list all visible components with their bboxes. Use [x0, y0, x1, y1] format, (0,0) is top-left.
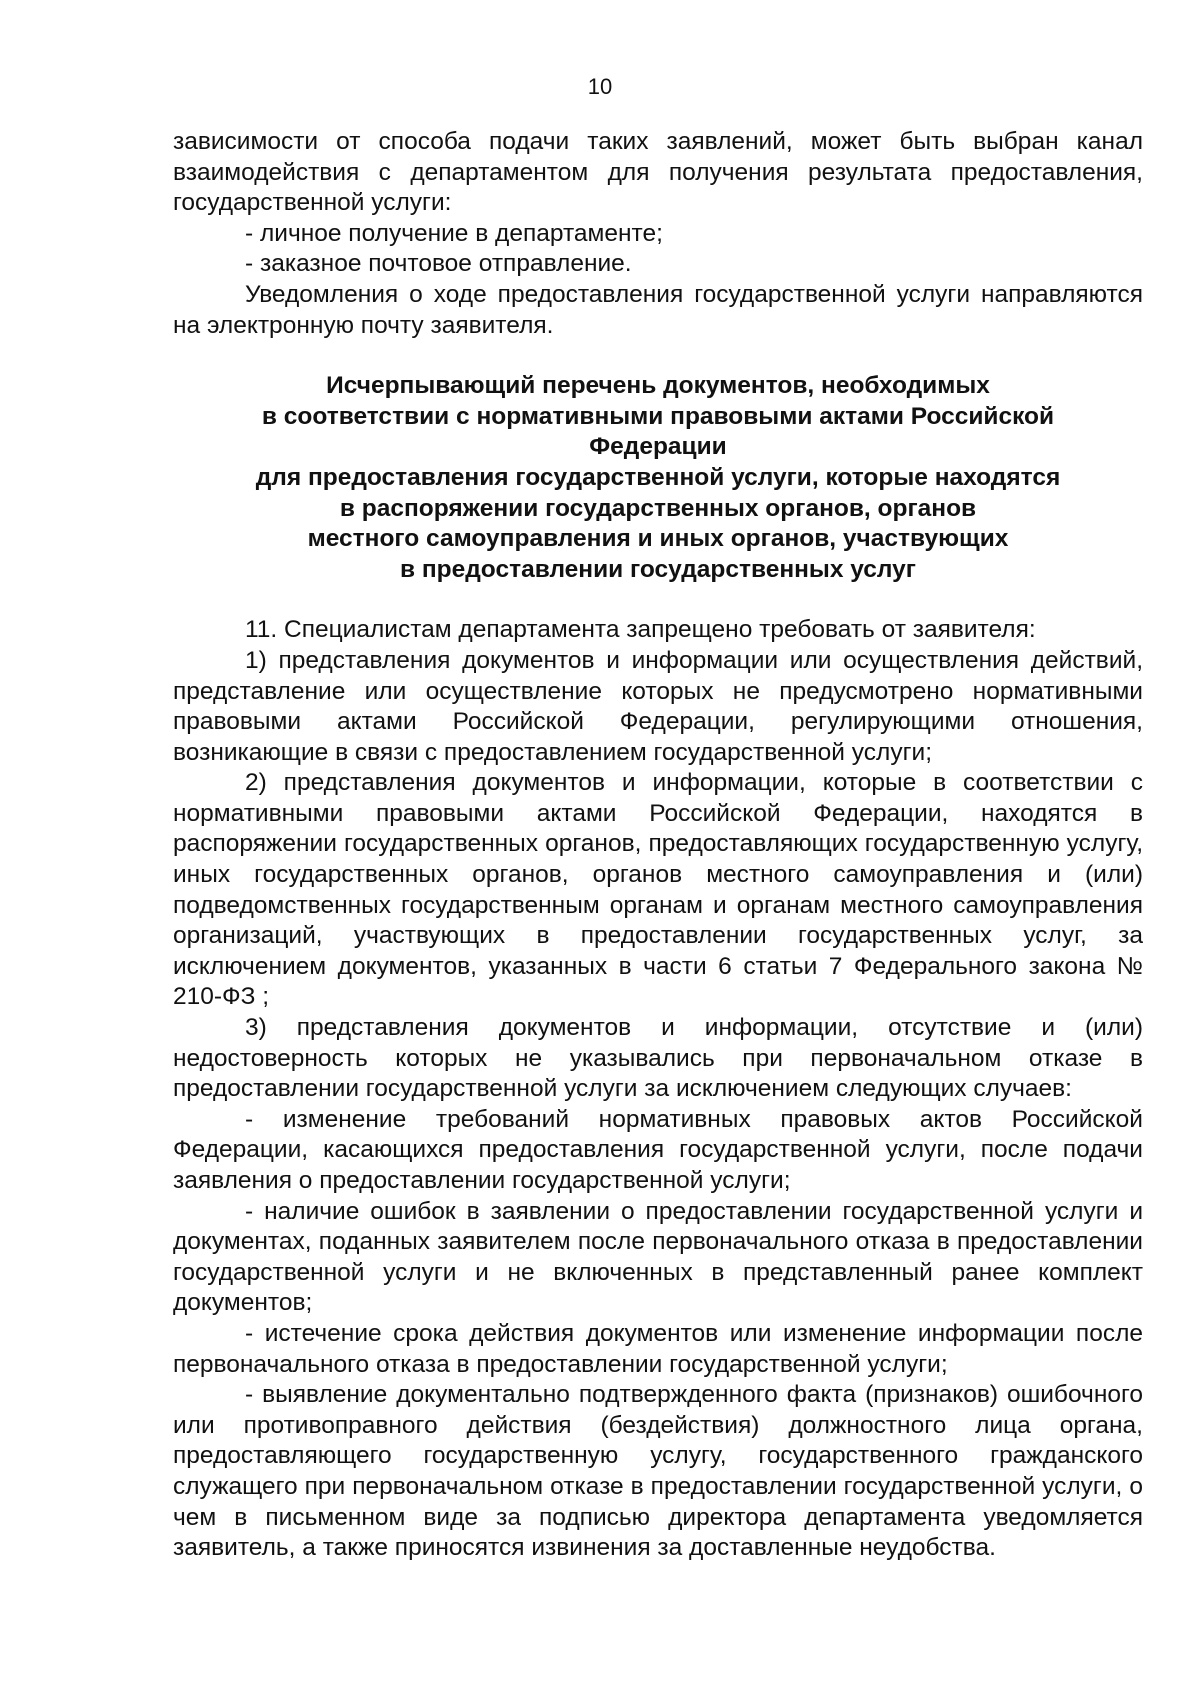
list-item-personal-pickup: - личное получение в департаменте;	[245, 219, 663, 247]
section-spacer	[173, 341, 1143, 371]
section-heading	[173, 371, 1143, 585]
heading-line: Федерации	[589, 433, 727, 461]
clause-11-item-3: 3) представления документов и информации, отсутствие и (или) недостоверность которых не указывались при первоначальном отказе в предоставлении государственной услуги за исключением следующих случаев:	[173, 1014, 1143, 1103]
clause-11: 11. Специалистам департамента запрещено требовать от заявителя:	[245, 616, 1036, 644]
section-spacer	[173, 585, 1143, 615]
list-item-registered-mail: - заказное почтовое отправление.	[245, 250, 632, 278]
notification-paragraph: Уведомления о ходе предоставления государственной услуги направляются на электронную почту заявителя.	[173, 280, 1143, 339]
exception-item-errors: - наличие ошибок в заявлении о предоставлении государственной услуги и документах, поданных заявителем после первоначального отказа в предоставлении государственной услуги и не включенных в представленный ранее комплект документов;	[173, 1197, 1143, 1317]
heading-line: в соответствии с нормативными правовыми актами Российской	[261, 402, 1055, 430]
heading-line: для предоставления государственной услуги, которые находятся	[255, 463, 1061, 491]
clause-11-item-2: 2) представления документов и информации, которые в соответствии с нормативными правовыми актами Российской Федерации, находятся в распоряжении государственных органов, предоставляющих государственную услугу, иных государственных органов, органов местного самоуправления и (или) подведомственных государственным органам и органам местного самоуправления организаций, участвующих в предоставлении государственных услуг, за исключением документов, указанных в части 6 статьи 7 Федерального закона № 210-ФЗ ;	[173, 769, 1143, 1011]
heading-line: в распоряжении государственных органов, органов	[339, 494, 977, 522]
exception-item-expiration: - истечение срока действия документов или изменение информации после первоначального отказа в предоставлении государственной услуги;	[173, 1319, 1143, 1378]
heading-line: местного самоуправления и иных органов, участвующих	[307, 525, 1009, 553]
intro-paragraph: зависимости от способа подачи таких заявлений, может быть выбран канал взаимодействия с департаментом для получения результата предоставления, государственной услуги:	[173, 128, 1143, 217]
page-number: 10	[587, 74, 613, 99]
exception-item-requirements-change: - изменение требований нормативных правовых актов Российской Федерации, касающихся предоставления государственной услуги, после подачи заявления о предоставлении государственной услуги;	[173, 1105, 1143, 1194]
heading-line: в предоставлении государственных услуг	[400, 555, 916, 583]
document-content	[173, 127, 1143, 1564]
heading-line: Исчерпывающий перечень документов, необходимых	[326, 372, 990, 400]
clause-11-item-1: 1) представления документов и информации или осуществления действий, представление или осуществление которых не предусмотрено нормативными правовыми актами Российской Федерации, регулирующими отношения, возникающие в связи с предоставлением государственной услуги;	[173, 646, 1143, 766]
exception-item-misconduct: - выявление документально подтвержденного факта (признаков) ошибочного или противоправного действия (бездействия) должностного лица органа, предоставляющего государственную услугу, государственного гражданского служащего при первоначальном отказе в предоставлении государственной услуги, о чем в письменном виде за подписью директора департамента уведомляется заявитель, а также приносятся извинения за доставленные неудобства.	[173, 1381, 1143, 1562]
